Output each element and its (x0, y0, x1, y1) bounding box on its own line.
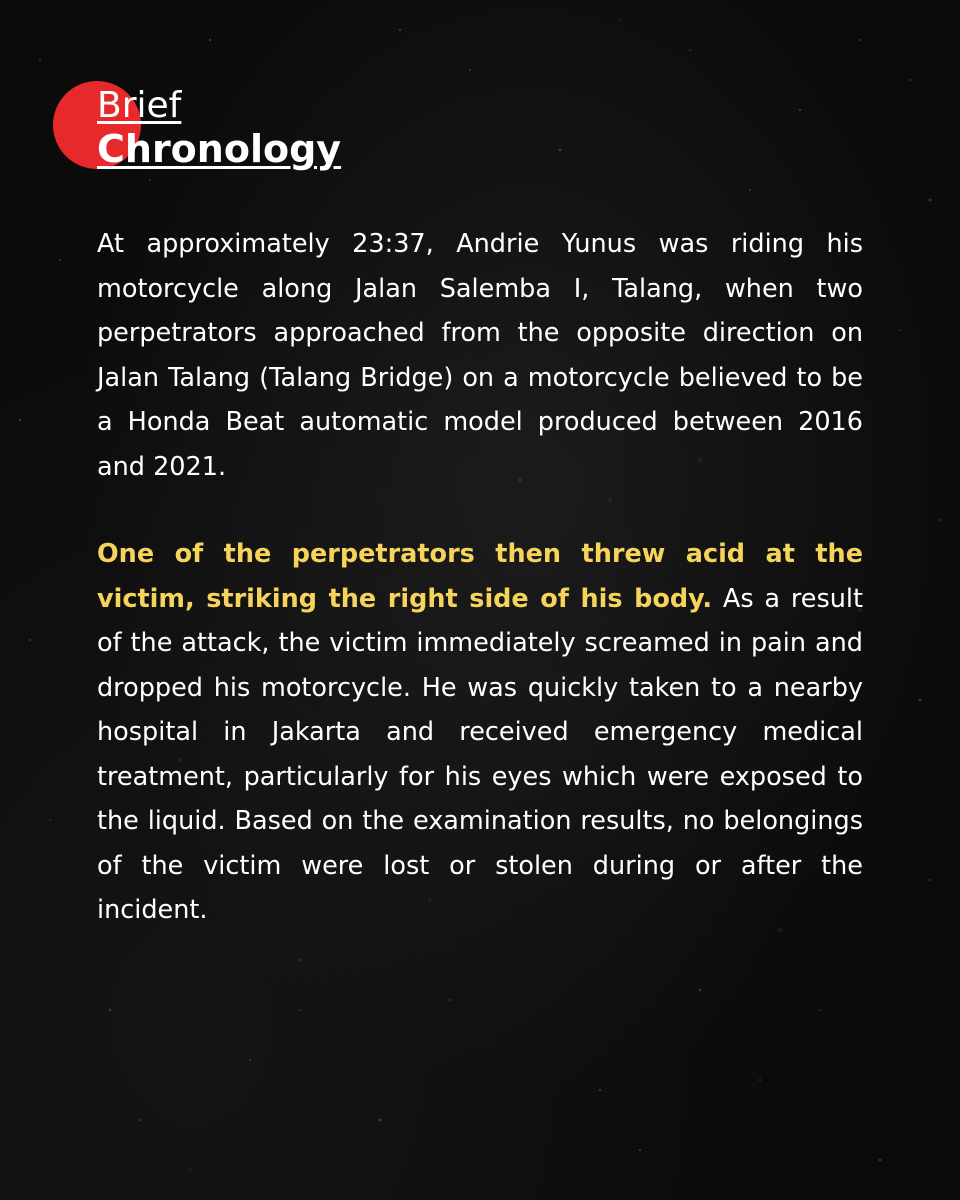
highlighted-sentence: One of the perpetrators then threw acid at the victim, striking the right side of his body. (97, 539, 863, 614)
title-line-chronology: Chronology (97, 127, 342, 171)
paragraph-1: At approximately 23:37, Andrie Yunus was riding his motorcycle along Jalan Salemba I, Talang, when two perpetrators approached from the opposite direction on Jalan Talang (Talang Bridge) on a motorcycle believed to be a Honda Beat automatic model produced between 2016 and 2021. (97, 229, 863, 482)
page-title (97, 85, 342, 171)
paragraph-2 (97, 532, 863, 933)
title-line-brief: Brief (97, 85, 182, 126)
body-text (97, 222, 863, 933)
paragraph-2-rest: As a result of the attack, the victim immediately screamed in pain and dropped his motorcycle. He was quickly taken to a nearby hospital in Jakarta and received emergency medical treatment, particularly for his eyes which were exposed to the liquid. Based on the examination results, no belongings of the victim were lost or stolen during or after the incident. (97, 583, 863, 925)
